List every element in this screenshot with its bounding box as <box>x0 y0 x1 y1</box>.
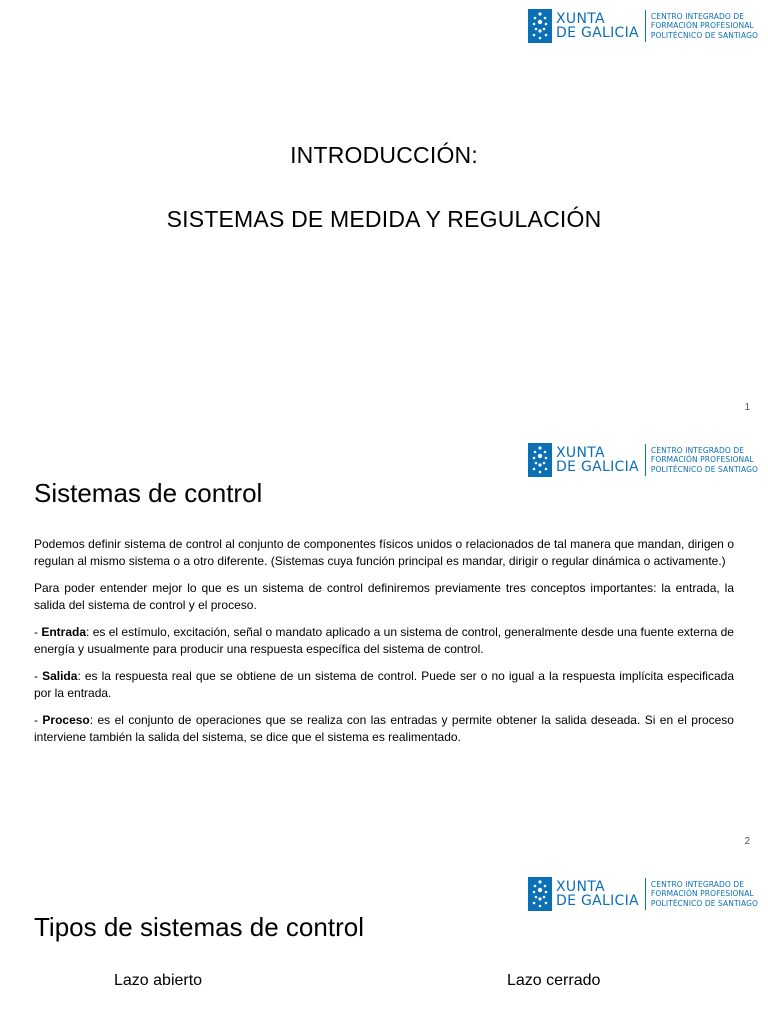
slide3-heading: Tipos de sistemas de control <box>34 912 364 942</box>
xunta-logo <box>528 876 758 912</box>
salida-term: Salida <box>42 669 78 683</box>
slide2-salida-definition <box>34 668 734 702</box>
logo-xunta-line2: DE GALICIA <box>556 459 639 475</box>
logo-centro-line2: FORMACIÓN PROFESIONAL <box>650 455 754 465</box>
logo-xunta-text <box>556 12 639 40</box>
slide1-title: INTRODUCCIÓN: <box>290 142 478 168</box>
proceso-prefix: - <box>34 713 43 727</box>
logo-centro-line1: CENTRO INTEGRADO DE <box>650 445 745 455</box>
logo-separator <box>645 444 646 476</box>
logo-separator <box>645 878 646 910</box>
proceso-text: : es el conjunto de operaciones que se realiza con las entradas y permite obtener la salida deseada. Si en el proceso interviene también la salida del sistema, se dice que el sistema es realimentado. <box>34 713 734 744</box>
logo-centro-line2: FORMACIÓN PROFESIONAL <box>650 889 754 899</box>
slide2-paragraph-1: Podemos definir sistema de control al conjunto de componentes físicos unidos o relacionados de tal manera que mandan, dirigen o regulan al mismo sistema o a otro diferente. (Sistemas cuya función principal es mandar, dirigir o regular dinámica o activamente.) <box>34 537 734 568</box>
slide-3 <box>0 862 768 1024</box>
label-lazo-cerrado: Lazo cerrado <box>507 972 601 989</box>
logo-centro-line1: CENTRO INTEGRADO DE <box>650 879 745 889</box>
entrada-text: : es el estímulo, excitación, señal o mandato aplicado a un sistema de control, generalmente desde una fuente externa de energía y usualmente para producir una respuesta específica del sistema de control. <box>34 625 734 656</box>
label-lazo-abierto: Lazo abierto <box>114 972 203 989</box>
slide1-page-number: 1 <box>744 402 750 413</box>
logo-separator <box>645 10 646 42</box>
salida-prefix: - <box>34 669 43 683</box>
slide-1 <box>0 0 768 430</box>
xunta-emblem-icon <box>528 9 552 43</box>
slide2-entrada-definition <box>34 624 734 658</box>
xunta-logo <box>528 442 758 478</box>
xunta-emblem-icon <box>528 877 552 911</box>
logo-xunta-text <box>556 880 639 908</box>
logo-xunta-line1: XUNTA <box>556 879 605 895</box>
logo-xunta-line2: DE GALICIA <box>556 25 639 41</box>
slide2-paragraph-2: Para poder entender mejor lo que es un sistema de control definiremos previamente tres conceptos importantes: la entrada, la salida del sistema de control y el proceso. <box>34 581 734 612</box>
logo-centro-text <box>651 446 758 475</box>
slide2-body <box>34 536 734 756</box>
logo-xunta-text <box>556 446 639 474</box>
xunta-logo <box>528 8 758 44</box>
proceso-term: Proceso <box>42 713 90 727</box>
logo-centro-text <box>651 880 758 909</box>
salida-text: : es la respuesta real que se obtiene de un sistema de control. Puede ser o no igual a la respuesta implícita especificada por la entrada. <box>34 669 734 700</box>
slide2-page-number: 2 <box>744 836 750 847</box>
logo-centro-line1: CENTRO INTEGRADO DE <box>650 11 745 21</box>
slide-2 <box>0 430 768 862</box>
slide1-subtitle: SISTEMAS DE MEDIDA Y REGULACIÓN <box>166 206 602 232</box>
slide2-proceso-definition <box>34 712 734 746</box>
logo-centro-line3: POLITÉCNICO DE SANTIAGO <box>650 464 758 474</box>
logo-centro-line3: POLITÉCNICO DE SANTIAGO <box>650 898 758 908</box>
logo-centro-line2: FORMACIÓN PROFESIONAL <box>650 21 754 31</box>
slide2-heading: Sistemas de control <box>34 478 263 508</box>
logo-centro-text <box>651 12 758 41</box>
entrada-prefix: - <box>34 625 42 639</box>
xunta-emblem-icon <box>528 443 552 477</box>
logo-xunta-line2: DE GALICIA <box>556 893 639 909</box>
logo-xunta-line1: XUNTA <box>556 445 605 461</box>
entrada-term: Entrada <box>41 625 87 639</box>
logo-centro-line3: POLITÉCNICO DE SANTIAGO <box>650 30 758 40</box>
logo-xunta-line1: XUNTA <box>556 11 605 27</box>
